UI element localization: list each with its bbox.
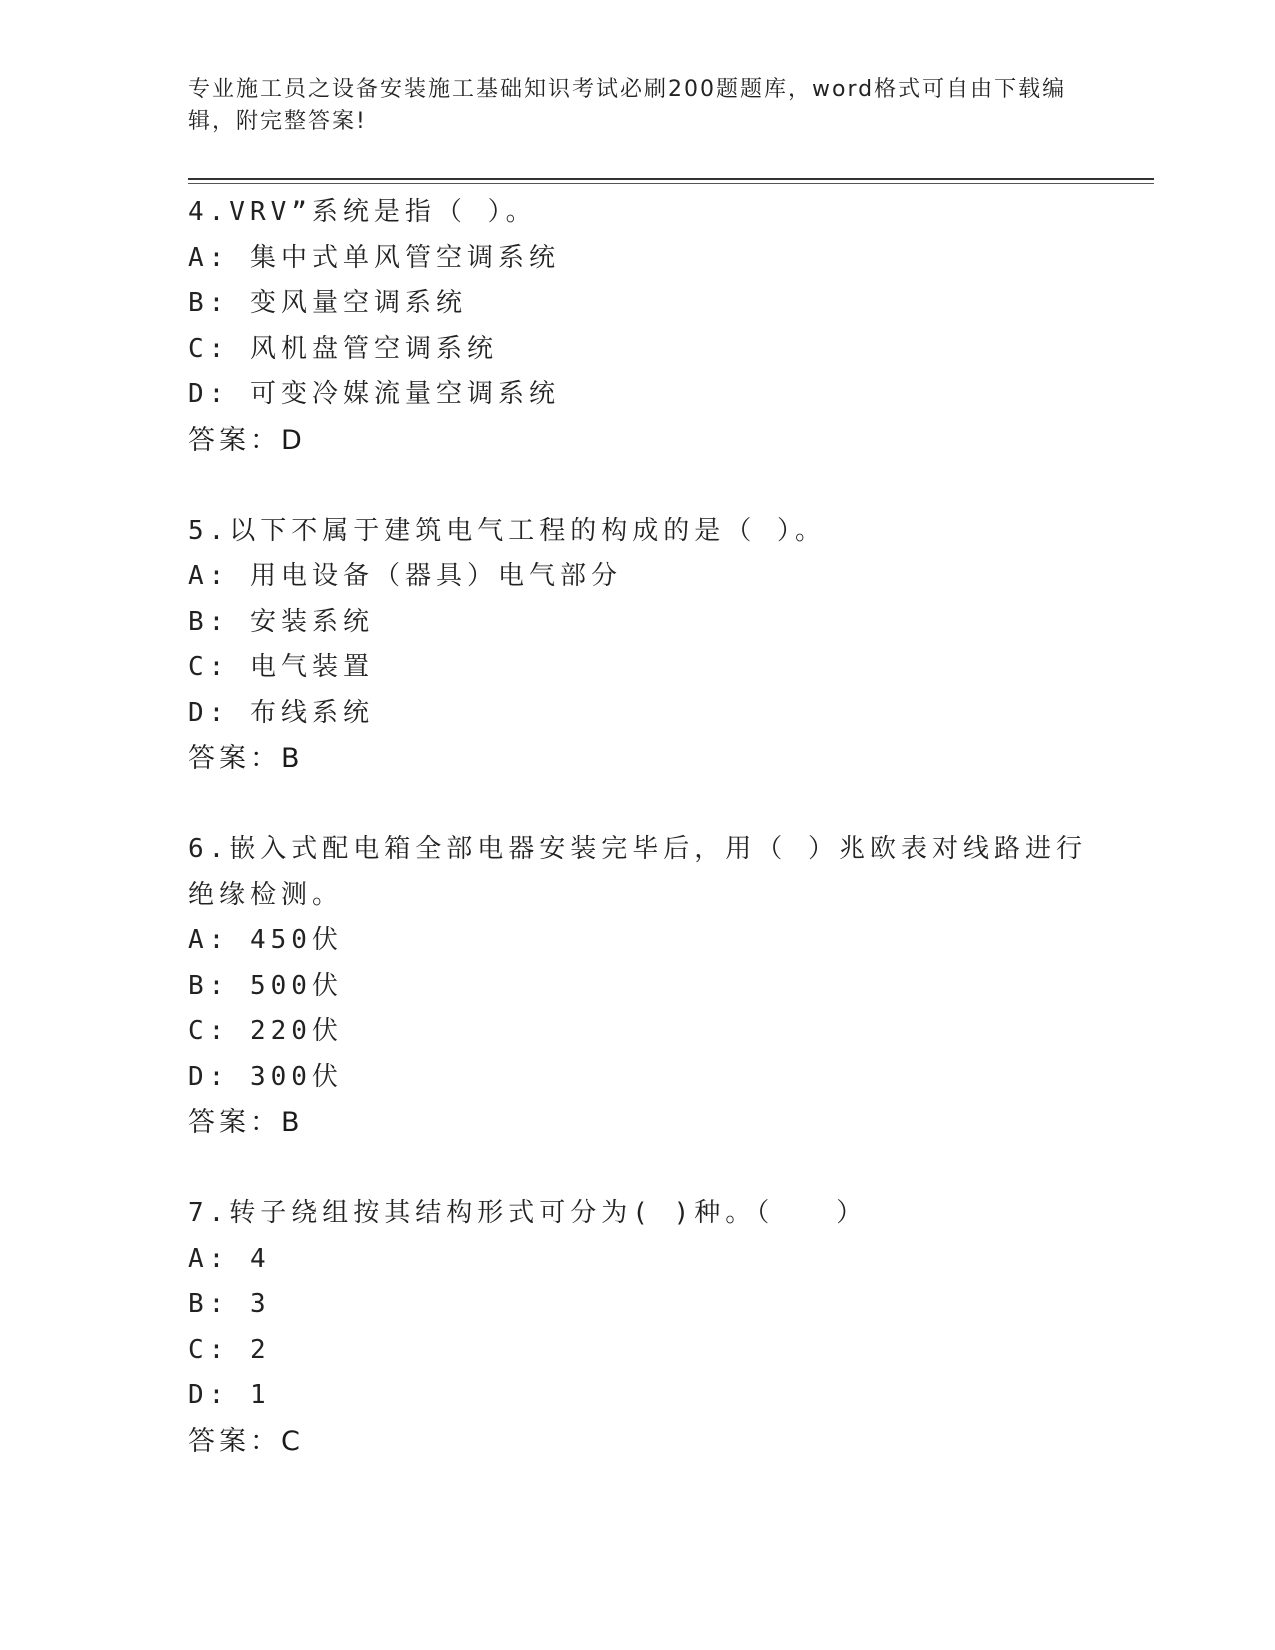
option-d: D: 300伏 bbox=[188, 1061, 343, 1092]
header-divider-thin bbox=[188, 183, 1154, 184]
option-a: A: 用电设备（器具）电气部分 bbox=[188, 561, 622, 591]
answer-text: 答案：C bbox=[188, 1425, 304, 1457]
option-b: B: 500伏 bbox=[188, 970, 343, 1001]
question-6 bbox=[188, 827, 1088, 1146]
question-7 bbox=[188, 1191, 1088, 1465]
option-a: A: 450伏 bbox=[188, 925, 343, 955]
question-5 bbox=[188, 509, 1088, 783]
answer-text: 答案：B bbox=[188, 743, 304, 774]
document-title: 专业施工员之设备安装施工基础知识考试必刷200题题库，word格式可自由下载编辑，附完整答案! bbox=[188, 77, 1067, 134]
option-c: C: 电气装置 bbox=[188, 652, 374, 682]
question-stem: 6.嵌入式配电箱全部电器安装完毕后，用（ ）兆欧表对线路进行绝缘检测。 bbox=[188, 834, 1087, 910]
option-c: C: 2 bbox=[188, 1334, 271, 1365]
question-stem: 7.转子绕组按其结构形式可分为( )种。（ ） bbox=[188, 1198, 868, 1228]
header-divider-thick bbox=[188, 178, 1154, 180]
question-stem: 5.以下不属于建筑电气工程的构成的是（ ）。 bbox=[188, 515, 826, 546]
option-d: D: 可变冷媒流量空调系统 bbox=[188, 379, 560, 409]
option-b: B: 安装系统 bbox=[188, 606, 374, 637]
option-c: C: 220伏 bbox=[188, 1016, 343, 1046]
question-stem: 4.VRV”系统是指（ ）。 bbox=[188, 197, 537, 227]
option-d: D: 布线系统 bbox=[188, 697, 374, 728]
option-b: B: 3 bbox=[188, 1289, 271, 1319]
option-a: A: 集中式单风管空调系统 bbox=[188, 242, 560, 273]
option-b: B: 变风量空调系统 bbox=[188, 288, 467, 318]
option-c: C: 风机盘管空调系统 bbox=[188, 333, 498, 364]
answer-text: 答案：B bbox=[188, 1107, 304, 1138]
option-a: A: 4 bbox=[188, 1243, 271, 1274]
option-d: D: 1 bbox=[188, 1380, 271, 1410]
answer-text: 答案：D bbox=[188, 424, 306, 456]
question-list bbox=[188, 190, 1088, 1510]
question-4 bbox=[188, 190, 1088, 464]
